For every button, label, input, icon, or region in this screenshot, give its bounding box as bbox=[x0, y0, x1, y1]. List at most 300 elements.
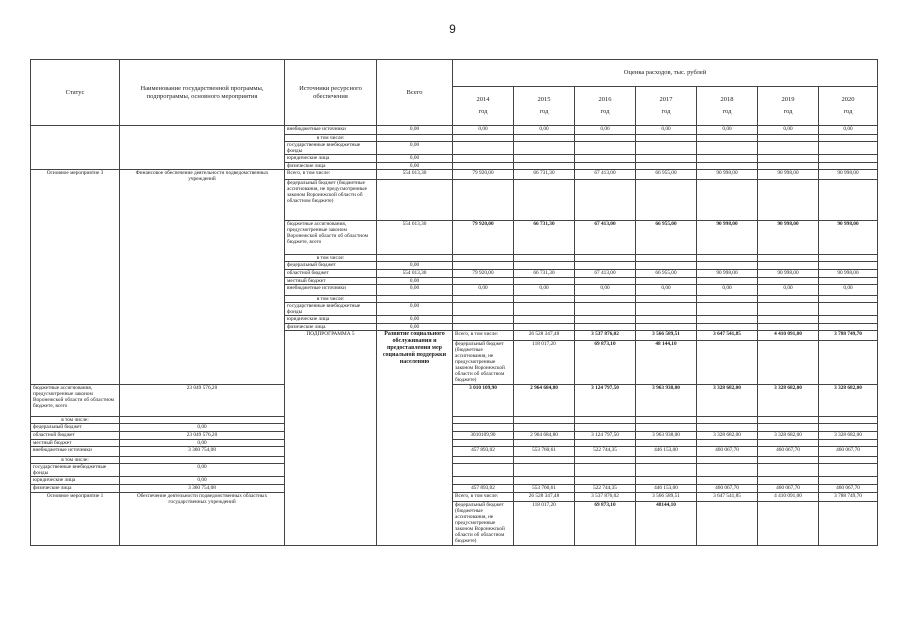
year-value-cell bbox=[453, 464, 514, 477]
year-value-cell bbox=[575, 278, 636, 285]
source-cell: федеральный бюджет bbox=[285, 262, 377, 270]
year-value-cell bbox=[758, 135, 819, 142]
header-year-unit: год bbox=[478, 108, 488, 115]
source-cell: федеральный бюджет bbox=[31, 424, 120, 432]
year-value-cell: 79 920,00 bbox=[453, 170, 514, 180]
year-value-cell: 90 998,00 bbox=[819, 270, 878, 278]
year-value-cell: 3 788 749,70 bbox=[819, 331, 878, 341]
total-cell: 26 528 347,48 bbox=[514, 331, 575, 341]
title-cell bbox=[120, 126, 285, 170]
year-value-cell: 3 328 682,00 bbox=[697, 385, 758, 417]
year-value-cell bbox=[697, 316, 758, 324]
year-value-cell bbox=[697, 303, 758, 316]
year-value-cell: 3 566 589,51 bbox=[636, 493, 697, 502]
year-value-cell bbox=[819, 457, 878, 464]
year-value-cell: 90 998,00 bbox=[697, 221, 758, 255]
program-title-cell: Обеспечение деятельности подведомственных областных государственных учреждений bbox=[120, 493, 285, 546]
year-value-cell bbox=[636, 464, 697, 477]
year-value-cell: 3 124 797,50 bbox=[575, 432, 636, 440]
year-value-cell bbox=[758, 457, 819, 464]
year-value-cell bbox=[514, 464, 575, 477]
year-value-cell bbox=[697, 142, 758, 155]
header-year-value: 2017 bbox=[659, 96, 673, 103]
source-cell: бюджетные ассигнования, предусмотренные законом Воронежской области об областном бюджете, всего bbox=[285, 221, 377, 255]
year-value-cell bbox=[636, 262, 697, 270]
year-value-cell: 48 144,10 bbox=[636, 341, 697, 385]
year-value-cell: 0,00 bbox=[575, 126, 636, 135]
year-value-cell bbox=[697, 341, 758, 385]
year-value-cell bbox=[758, 341, 819, 385]
year-value-cell: 66 955,00 bbox=[636, 270, 697, 278]
year-value-cell bbox=[697, 324, 758, 331]
year-value-cell bbox=[514, 255, 575, 262]
year-value-cell: 0,00 bbox=[819, 285, 878, 296]
year-value-cell bbox=[758, 324, 819, 331]
year-value-cell bbox=[758, 142, 819, 155]
year-value-cell bbox=[453, 324, 514, 331]
year-value-cell bbox=[575, 424, 636, 432]
year-value-cell: 3 328 682,00 bbox=[758, 432, 819, 440]
year-value-cell bbox=[453, 135, 514, 142]
year-value-cell: 67 413,00 bbox=[575, 270, 636, 278]
year-value-cell: 90 998,00 bbox=[819, 170, 878, 180]
source-cell: Всего, в том числе: bbox=[285, 170, 377, 180]
header-year-unit: год bbox=[783, 108, 793, 115]
year-value-cell bbox=[514, 296, 575, 303]
year-value-cell bbox=[636, 457, 697, 464]
source-cell: Всего, в том числе: bbox=[453, 331, 514, 341]
year-value-cell bbox=[514, 155, 575, 163]
total-cell: 0,00 bbox=[377, 278, 453, 285]
source-cell: государственные внебюджетные фонды bbox=[31, 464, 120, 477]
header-year bbox=[636, 87, 697, 126]
year-value-cell bbox=[636, 155, 697, 163]
source-cell: юридические лица bbox=[31, 477, 120, 485]
year-value-cell: 0,00 bbox=[453, 285, 514, 296]
total-cell bbox=[377, 296, 453, 303]
year-value-cell bbox=[636, 417, 697, 424]
year-value-cell: 446 153,00 bbox=[636, 447, 697, 457]
year-value-cell bbox=[697, 502, 758, 546]
year-value-cell bbox=[575, 135, 636, 142]
table-row bbox=[31, 464, 878, 477]
header-year-unit: год bbox=[661, 108, 671, 115]
year-value-cell bbox=[758, 296, 819, 303]
year-value-cell bbox=[636, 324, 697, 331]
year-value-cell bbox=[697, 440, 758, 447]
header-year-value: 2019 bbox=[781, 96, 795, 103]
source-cell: областной бюджет bbox=[285, 270, 377, 278]
source-cell: физические лица bbox=[285, 163, 377, 170]
year-value-cell: 3 963 938,00 bbox=[636, 432, 697, 440]
year-value-cell bbox=[819, 296, 878, 303]
year-value-cell: 3 328 682,00 bbox=[819, 385, 878, 417]
total-cell: 554 013,30 bbox=[377, 221, 453, 255]
year-value-cell: 69 873,10 bbox=[575, 502, 636, 546]
header-estimate: Оценка расходов, тыс. рублей bbox=[453, 60, 878, 87]
year-value-cell: 2 964 684,80 bbox=[514, 385, 575, 417]
total-cell: 118 017,20 bbox=[514, 341, 575, 385]
year-value-cell: 79 920,00 bbox=[453, 221, 514, 255]
year-value-cell bbox=[758, 464, 819, 477]
year-value-cell: 0,00 bbox=[514, 285, 575, 296]
year-value-cell bbox=[697, 262, 758, 270]
year-value-cell bbox=[514, 278, 575, 285]
year-value-cell: 48144,10 bbox=[636, 502, 697, 546]
year-value-cell bbox=[636, 424, 697, 432]
year-value-cell bbox=[514, 262, 575, 270]
source-cell: физические лица bbox=[285, 324, 377, 331]
year-value-cell bbox=[575, 316, 636, 324]
total-cell: 0,00 bbox=[377, 285, 453, 296]
year-value-cell bbox=[514, 303, 575, 316]
header-year-unit: год bbox=[600, 108, 610, 115]
source-cell: в том числе: bbox=[285, 296, 377, 303]
year-value-cell bbox=[514, 316, 575, 324]
year-value-cell bbox=[758, 417, 819, 424]
source-cell: юридические лица bbox=[285, 316, 377, 324]
year-value-cell bbox=[819, 155, 878, 163]
year-value-cell bbox=[636, 142, 697, 155]
year-value-cell bbox=[575, 262, 636, 270]
year-value-cell: 2 964 684,80 bbox=[514, 432, 575, 440]
year-value-cell bbox=[758, 440, 819, 447]
year-value-cell: 0,00 bbox=[758, 285, 819, 296]
source-cell: Всего, в том числе: bbox=[453, 493, 514, 502]
total-cell: 0,00 bbox=[377, 324, 453, 331]
year-value-cell bbox=[819, 424, 878, 432]
total-cell: 0,00 bbox=[377, 316, 453, 324]
year-value-cell bbox=[575, 296, 636, 303]
table-header bbox=[31, 60, 878, 126]
year-value-cell bbox=[819, 142, 878, 155]
year-value-cell bbox=[636, 316, 697, 324]
year-value-cell: 446 153,00 bbox=[636, 485, 697, 493]
header-year-value: 2020 bbox=[841, 96, 855, 103]
year-value-cell: 0,00 bbox=[697, 126, 758, 135]
year-value-cell bbox=[758, 477, 819, 485]
header-year-unit: год bbox=[539, 108, 549, 115]
year-value-cell bbox=[697, 163, 758, 170]
year-value-cell: 79 920,00 bbox=[453, 270, 514, 278]
table-row bbox=[31, 170, 878, 180]
source-cell: физические лица bbox=[31, 485, 120, 493]
status-cell bbox=[31, 126, 120, 170]
year-value-cell bbox=[514, 424, 575, 432]
table-row bbox=[31, 417, 878, 424]
table-body bbox=[31, 126, 878, 546]
year-value-cell bbox=[819, 163, 878, 170]
total-cell bbox=[377, 135, 453, 142]
year-value-cell bbox=[819, 502, 878, 546]
year-value-cell: 460 067,70 bbox=[697, 485, 758, 493]
year-value-cell bbox=[575, 163, 636, 170]
year-value-cell bbox=[758, 278, 819, 285]
year-value-cell: 3 963 938,00 bbox=[636, 385, 697, 417]
year-value-cell bbox=[636, 303, 697, 316]
year-value-cell bbox=[514, 163, 575, 170]
year-value-cell: 460 067,70 bbox=[819, 485, 878, 493]
year-value-cell bbox=[758, 262, 819, 270]
year-value-cell bbox=[636, 278, 697, 285]
source-cell: федеральный бюджет (бюджетные ассигнования, не предусмотренные законом Воронежской области об областном бюджете) bbox=[285, 180, 377, 221]
year-value-cell bbox=[758, 163, 819, 170]
year-value-cell bbox=[453, 477, 514, 485]
year-value-cell bbox=[453, 262, 514, 270]
status-cell: ПОДПРОГРАММА 5 bbox=[285, 331, 377, 546]
year-value-cell: 0,00 bbox=[575, 285, 636, 296]
total-cell: 0,00 bbox=[377, 126, 453, 135]
total-cell: 0,00 bbox=[377, 163, 453, 170]
year-value-cell: 90 998,00 bbox=[758, 270, 819, 278]
year-value-cell: 90 998,00 bbox=[758, 221, 819, 255]
year-value-cell: 90 998,00 bbox=[819, 221, 878, 255]
year-value-cell: 3 788 749,70 bbox=[819, 493, 878, 502]
source-cell: областной бюджет bbox=[31, 432, 120, 440]
year-value-cell bbox=[697, 180, 758, 221]
year-value-cell bbox=[453, 316, 514, 324]
source-cell: федеральный бюджет (бюджетные ассигнования, не предусмотренные законом Воронежской области об областном бюджете) bbox=[453, 341, 514, 385]
year-value-cell bbox=[819, 464, 878, 477]
year-value-cell: 0,00 bbox=[453, 126, 514, 135]
year-value-cell: 0,00 bbox=[819, 126, 878, 135]
year-value-cell: 69 873,10 bbox=[575, 341, 636, 385]
header-total: Всего bbox=[377, 60, 453, 126]
program-title-cell: Развитие социального обслуживания и предоставления мер социальной поддержки населению bbox=[377, 331, 453, 546]
year-value-cell: 4 410 091,00 bbox=[758, 493, 819, 502]
year-value-cell bbox=[575, 155, 636, 163]
year-value-cell bbox=[819, 135, 878, 142]
year-value-cell bbox=[636, 296, 697, 303]
year-value-cell bbox=[819, 417, 878, 424]
year-value-cell: 3 537 876,02 bbox=[575, 493, 636, 502]
year-value-cell bbox=[697, 417, 758, 424]
header-year bbox=[758, 87, 819, 126]
year-value-cell bbox=[758, 316, 819, 324]
source-cell: в том числе: bbox=[31, 417, 120, 424]
year-value-cell bbox=[514, 457, 575, 464]
year-value-cell: 66 731,30 bbox=[514, 270, 575, 278]
year-value-cell: 3 537 876,02 bbox=[575, 331, 636, 341]
year-value-cell: 522 744,35 bbox=[575, 485, 636, 493]
year-value-cell: 3 647 541,85 bbox=[697, 493, 758, 502]
year-value-cell bbox=[514, 477, 575, 485]
total-cell: 0,00 bbox=[120, 464, 285, 477]
year-value-cell bbox=[697, 155, 758, 163]
year-value-cell: 66 731,30 bbox=[514, 170, 575, 180]
year-value-cell bbox=[758, 180, 819, 221]
year-value-cell bbox=[453, 278, 514, 285]
header-year-unit: год bbox=[722, 108, 732, 115]
year-value-cell bbox=[575, 303, 636, 316]
total-cell: 26 528 347,48 bbox=[514, 493, 575, 502]
table-row bbox=[31, 447, 878, 457]
year-value-cell bbox=[453, 180, 514, 221]
total-cell bbox=[377, 180, 453, 221]
total-cell bbox=[377, 255, 453, 262]
year-value-cell bbox=[575, 324, 636, 331]
table-row bbox=[31, 126, 878, 135]
year-value-cell bbox=[514, 417, 575, 424]
year-value-cell bbox=[819, 316, 878, 324]
header-year bbox=[575, 87, 636, 126]
total-cell: 118 017,20 bbox=[514, 502, 575, 546]
year-value-cell bbox=[758, 255, 819, 262]
year-value-cell bbox=[575, 440, 636, 447]
status-cell: Основное мероприятие 1 bbox=[31, 493, 120, 546]
source-cell: федеральный бюджет (бюджетные ассигнования, не предусмотренные законом Воронежской области об областном бюджете) bbox=[453, 502, 514, 546]
total-cell: 0,00 bbox=[377, 303, 453, 316]
year-value-cell: 67 413,00 bbox=[575, 221, 636, 255]
year-value-cell: 3 010 109,90 bbox=[453, 385, 514, 417]
year-value-cell bbox=[575, 180, 636, 221]
source-cell: внебюджетные источники bbox=[31, 447, 120, 457]
table-row bbox=[31, 477, 878, 485]
year-value-cell bbox=[453, 155, 514, 163]
total-cell: 0,00 bbox=[377, 155, 453, 163]
table-row bbox=[31, 493, 878, 502]
source-cell: местный бюджет bbox=[31, 440, 120, 447]
total-cell: 0,00 bbox=[120, 424, 285, 432]
source-cell: в том числе: bbox=[31, 457, 120, 464]
year-value-cell: 67 413,00 bbox=[575, 170, 636, 180]
year-value-cell: 3 647 541,85 bbox=[697, 331, 758, 341]
year-value-cell: 66 955,00 bbox=[636, 170, 697, 180]
year-value-cell bbox=[819, 180, 878, 221]
year-value-cell bbox=[697, 255, 758, 262]
year-value-cell: 3010109,90 bbox=[453, 432, 514, 440]
year-value-cell: 0,00 bbox=[758, 126, 819, 135]
source-cell: государственные внебюджетные фонды bbox=[285, 303, 377, 316]
source-cell: государственные внебюджетные фонды bbox=[285, 142, 377, 155]
total-cell: 23 049 576,20 bbox=[120, 385, 285, 417]
year-value-cell bbox=[514, 324, 575, 331]
status-cell: Основное мероприятие 3 bbox=[31, 170, 120, 385]
year-value-cell bbox=[575, 417, 636, 424]
year-value-cell bbox=[758, 303, 819, 316]
total-cell: 3 360 754,08 bbox=[120, 447, 285, 457]
table-row bbox=[31, 432, 878, 440]
source-cell: бюджетные ассигнования, предусмотренные законом Воронежской области об областном бюджете, всего bbox=[31, 385, 120, 417]
year-value-cell: 3 328 682,00 bbox=[758, 385, 819, 417]
year-value-cell: 3 124 797,50 bbox=[575, 385, 636, 417]
year-value-cell: 3 328 682,00 bbox=[697, 432, 758, 440]
year-value-cell bbox=[575, 457, 636, 464]
header-name: Наименование государственной программы, подпрограммы, основного мероприятия bbox=[120, 60, 285, 126]
year-value-cell bbox=[819, 278, 878, 285]
total-cell: 0,00 bbox=[377, 262, 453, 270]
year-value-cell bbox=[453, 424, 514, 432]
year-value-cell: 0,00 bbox=[636, 126, 697, 135]
year-value-cell bbox=[575, 255, 636, 262]
table-row bbox=[31, 424, 878, 432]
year-value-cell: 66 731,30 bbox=[514, 221, 575, 255]
source-cell: местный бюджет bbox=[285, 278, 377, 285]
year-value-cell: 90 998,00 bbox=[697, 270, 758, 278]
table-row bbox=[31, 457, 878, 464]
year-value-cell bbox=[697, 424, 758, 432]
year-value-cell bbox=[453, 440, 514, 447]
year-value-cell bbox=[697, 457, 758, 464]
year-value-cell: 90 998,00 bbox=[758, 170, 819, 180]
total-cell: 0,00 bbox=[120, 477, 285, 485]
year-value-cell bbox=[514, 135, 575, 142]
header-year bbox=[514, 87, 575, 126]
year-value-cell bbox=[636, 180, 697, 221]
year-value-cell bbox=[758, 424, 819, 432]
total-cell: 3 360 754,08 bbox=[120, 485, 285, 493]
year-value-cell bbox=[575, 142, 636, 155]
year-value-cell: 457 893,02 bbox=[453, 485, 514, 493]
table-row bbox=[31, 440, 878, 447]
year-value-cell: 460 067,70 bbox=[697, 447, 758, 457]
year-value-cell bbox=[819, 303, 878, 316]
program-title-cell: Финансовое обеспечение деятельности подведомственных учреждений bbox=[120, 170, 285, 385]
year-value-cell: 460 067,70 bbox=[819, 447, 878, 457]
total-cell bbox=[120, 457, 285, 464]
year-value-cell: 460 067,70 bbox=[758, 485, 819, 493]
source-cell: в том числе: bbox=[285, 135, 377, 142]
year-value-cell: 553 760,61 bbox=[514, 485, 575, 493]
year-value-cell bbox=[758, 502, 819, 546]
header-year-value: 2015 bbox=[537, 96, 551, 103]
total-cell: 0,00 bbox=[120, 440, 285, 447]
year-value-cell bbox=[636, 477, 697, 485]
year-value-cell bbox=[514, 180, 575, 221]
year-value-cell bbox=[636, 135, 697, 142]
year-value-cell bbox=[453, 163, 514, 170]
year-value-cell: 3 328 682,00 bbox=[819, 432, 878, 440]
year-value-cell bbox=[697, 464, 758, 477]
year-value-cell bbox=[697, 135, 758, 142]
year-value-cell bbox=[819, 255, 878, 262]
header-status: Статус bbox=[31, 60, 120, 126]
year-value-cell bbox=[453, 303, 514, 316]
year-value-cell: 4 410 091,00 bbox=[758, 331, 819, 341]
year-value-cell: 0,00 bbox=[697, 285, 758, 296]
year-value-cell bbox=[758, 155, 819, 163]
year-value-cell bbox=[453, 142, 514, 155]
year-value-cell bbox=[575, 477, 636, 485]
total-cell bbox=[120, 417, 285, 424]
year-value-cell: 90 998,00 bbox=[697, 170, 758, 180]
total-cell: 554 013,30 bbox=[377, 270, 453, 278]
year-value-cell bbox=[636, 255, 697, 262]
year-value-cell: 457 893,02 bbox=[453, 447, 514, 457]
year-value-cell bbox=[453, 296, 514, 303]
year-value-cell: 0,00 bbox=[636, 285, 697, 296]
year-value-cell bbox=[514, 142, 575, 155]
table-row bbox=[31, 485, 878, 493]
year-value-cell bbox=[819, 440, 878, 447]
header-year-value: 2016 bbox=[598, 96, 612, 103]
year-value-cell bbox=[636, 440, 697, 447]
header-sources: Источники ресурсного обеспечения bbox=[285, 60, 377, 126]
year-value-cell bbox=[453, 255, 514, 262]
year-value-cell bbox=[636, 163, 697, 170]
source-cell: юридические лица bbox=[285, 155, 377, 163]
year-value-cell: 522 744,35 bbox=[575, 447, 636, 457]
source-cell: в том числе: bbox=[285, 255, 377, 262]
page-number: 9 bbox=[449, 22, 456, 36]
year-value-cell bbox=[697, 278, 758, 285]
year-value-cell: 0,00 bbox=[514, 126, 575, 135]
year-value-cell bbox=[697, 477, 758, 485]
year-value-cell bbox=[575, 464, 636, 477]
year-value-cell bbox=[453, 457, 514, 464]
budget-table bbox=[30, 59, 878, 546]
year-value-cell: 66 955,00 bbox=[636, 221, 697, 255]
